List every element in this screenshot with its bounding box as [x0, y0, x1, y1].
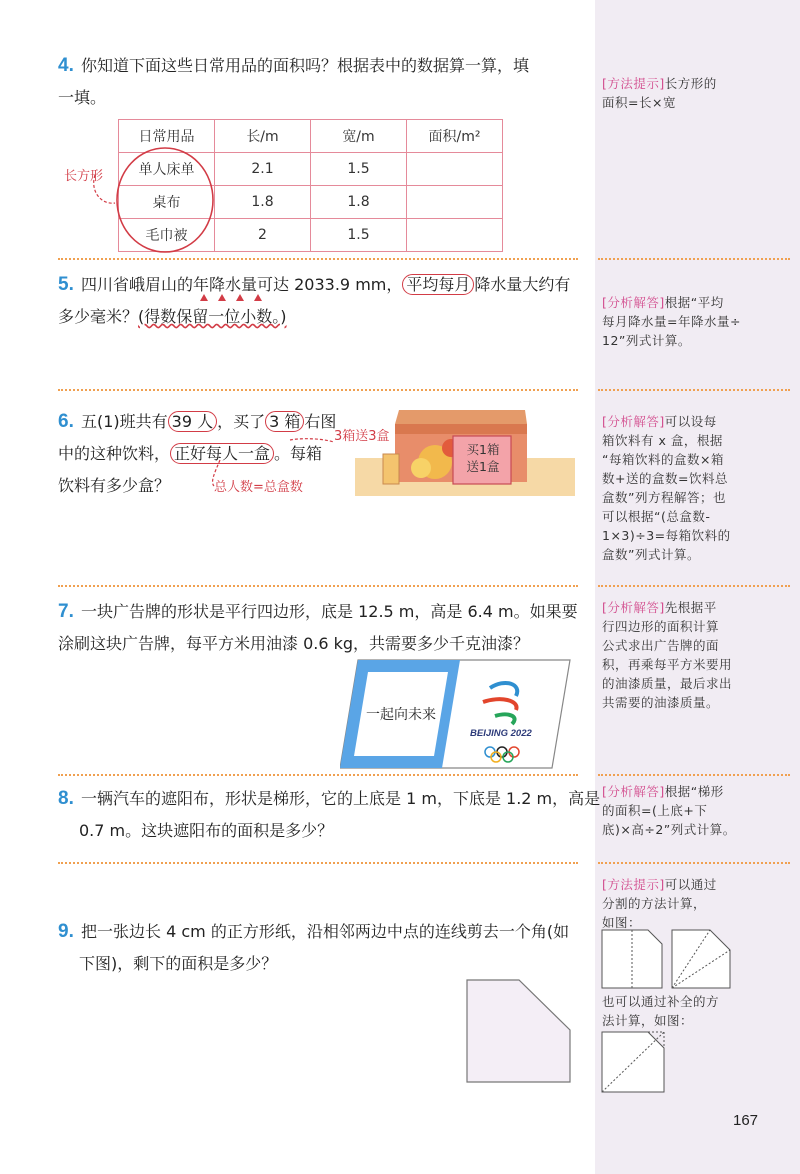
text-span: ，买了	[217, 412, 266, 431]
table-cell: 1.8	[311, 186, 407, 219]
divider	[598, 258, 790, 260]
divider	[58, 862, 578, 864]
q4-text-line1: 你知道下面这些日常用品的面积吗？根据表中的数据算一算，填	[81, 56, 530, 75]
box-label-line: 买1箱	[466, 442, 500, 457]
table-cell-blank[interactable]	[407, 219, 503, 252]
keyword-monthly-average: 平均每月	[402, 274, 474, 295]
page-number: 167	[733, 1112, 759, 1129]
table-header: 宽/m	[311, 120, 407, 153]
keyword-one-per-person: 正好每人一盒	[170, 443, 274, 464]
table-cell: 桌布	[119, 186, 215, 219]
divider	[598, 585, 790, 587]
text-span: 五(1)班共有	[81, 412, 168, 431]
keyword-annual-rainfall: 年降水量	[193, 275, 258, 294]
table-header: 长/m	[215, 120, 311, 153]
q7-tip	[602, 598, 732, 712]
tip-tag: [分析解答]	[602, 600, 665, 615]
divider	[598, 774, 790, 776]
keyword-39-people: 39 人	[168, 411, 217, 432]
q6-note-bonus: 3箱送3盒	[334, 429, 390, 444]
tip-text: “每箱饮料的盒数×箱	[602, 452, 724, 467]
divider	[58, 389, 578, 391]
q6-annotation-arrows	[190, 438, 340, 488]
tip-text: 行四边形的面积计算	[602, 619, 720, 634]
q4-tip	[602, 74, 717, 112]
billboard-slogan: 一起向未来	[366, 707, 436, 723]
tip-text: 根据“平均	[664, 295, 724, 310]
tip-tag: [方法提示]	[602, 877, 665, 892]
table-cell-blank[interactable]	[407, 153, 503, 186]
tip-tag: [分析解答]	[602, 295, 665, 310]
q9-number: 9.	[58, 921, 74, 942]
tip-text: 共需要的油漆质量。	[602, 695, 720, 710]
q7-text-line1: 一块广告牌的形状是平行四边形，底是 12.5 m，高是 6.4 m。如果要	[81, 602, 578, 621]
q5-text-line1	[81, 269, 570, 300]
tip-text: 数+送的盒数=饮料总	[602, 471, 728, 486]
q4-number: 4.	[58, 55, 74, 76]
table-cell: 1.8	[215, 186, 311, 219]
drink-box-label	[456, 441, 510, 475]
tip-tag: [分析解答]	[602, 414, 665, 429]
tip-text: 先根据平	[664, 600, 717, 615]
keyword-rounding: (得数保留一位小数。)	[138, 307, 287, 326]
divider	[598, 862, 790, 864]
table-cell: 2	[215, 219, 311, 252]
q4-annotation-ellipse	[60, 145, 220, 255]
q9-tip-continued	[602, 992, 719, 1030]
divider	[598, 389, 790, 391]
tip-split-figures	[600, 928, 770, 990]
tip-text: 的面积=(上底+下	[602, 803, 708, 818]
q5-number: 5.	[58, 274, 74, 295]
tip-text: 可以通过	[664, 877, 717, 892]
q5-text-line2	[58, 301, 287, 332]
table-cell: 1.5	[311, 153, 407, 186]
q8-tip	[602, 782, 736, 839]
q7-number: 7.	[58, 601, 74, 622]
text-span: 可达 2033.9 mm，	[257, 275, 403, 294]
table-header: 面积/m²	[407, 120, 503, 153]
divider	[58, 774, 578, 776]
text-span: 右图	[304, 412, 337, 431]
tip-text: 的油漆质量，最后求出	[602, 676, 733, 691]
tip-text: 箱饮料有 x 盒，根据	[602, 433, 723, 448]
q6-note-equation: 总人数=总盒数	[214, 480, 303, 495]
table-header: 日常用品	[119, 120, 215, 153]
q6-number: 6.	[58, 411, 74, 432]
tip-text: 可以根据“(总盒数-	[602, 509, 711, 524]
tip-tag: [分析解答]	[602, 784, 665, 799]
table-cell: 1.5	[311, 219, 407, 252]
tip-text: 可以设每	[664, 414, 717, 429]
q7-text-line2: 涂刷这块广告牌，每平方米用油漆 0.6 kg，共需要多少千克油漆？	[58, 634, 530, 653]
q9-tip	[602, 875, 717, 932]
box-label-line: 送1盒	[466, 459, 500, 474]
table-cell-blank[interactable]	[407, 186, 503, 219]
table-cell: 单人床单	[119, 153, 215, 186]
text-span: 降水量大约有	[474, 275, 571, 294]
q9-text-line1: 把一张边长 4 cm 的正方形纸，沿相邻两边中点的连线剪去一个角(如	[81, 922, 570, 941]
q6-text-line1	[81, 406, 336, 437]
q8-text-line1: 一辆汽车的遮阳布，形状是梯形，它的上底是 1 m，下底是 1.2 m，高是	[81, 789, 601, 808]
tip-text: 长方形的	[664, 76, 717, 91]
q6-tip	[602, 412, 731, 564]
table-cell: 毛巾被	[119, 219, 215, 252]
divider	[58, 585, 578, 587]
q9-text-line2: 下图)，剩下的面积是多少？	[79, 954, 278, 973]
tip-text: 12”列式计算。	[602, 333, 691, 348]
q6-text-line3: 饮料有多少盒？	[58, 476, 171, 495]
billboard-logo-text: BEIJING 2022	[470, 728, 532, 739]
tip-text: 公式求出广告牌的面	[602, 638, 720, 653]
tip-text: 如图：	[602, 915, 642, 930]
text-span: 中的这种饮料，	[58, 444, 171, 463]
divider	[58, 258, 578, 260]
tip-text: 底)×高÷2”列式计算。	[602, 822, 736, 837]
q5-tip	[602, 293, 741, 350]
tip-text: 盒数”列方程解答；也	[602, 490, 726, 505]
tip-text: 每月降水量=年降水量÷	[602, 314, 741, 329]
text-span: 。每箱	[274, 444, 323, 463]
tip-text: 根据“梯形	[664, 784, 724, 799]
tip-text: 面积=长×宽	[602, 95, 676, 110]
tip-text: 盒数”列式计算。	[602, 547, 700, 562]
q8-number: 8.	[58, 788, 74, 809]
tip-text: 分割的方法计算，	[602, 896, 707, 911]
tip-tag: [方法提示]	[602, 76, 665, 91]
q9-cut-square-figure	[465, 978, 573, 1084]
tip-text: 积，再乘每平方米要用	[602, 657, 733, 672]
text-span: 四川省峨眉山的	[81, 275, 194, 294]
text-span: 多少毫米？	[58, 307, 139, 326]
table-cell: 2.1	[215, 153, 311, 186]
tip-text: 1×3)÷3=每箱饮料的	[602, 528, 731, 543]
keyword-3-boxes: 3 箱	[265, 411, 304, 432]
tip-text: 法计算，如图：	[602, 1013, 694, 1028]
q4-text-line2: 一填。	[58, 88, 107, 107]
q8-text-line2: 0.7 m。这块遮阳布的面积是多少？	[79, 821, 334, 840]
tip-complete-figure	[600, 1030, 670, 1094]
tip-text: 也可以通过补全的方	[602, 994, 720, 1009]
q4-annotation-note: 长方形	[64, 169, 104, 184]
